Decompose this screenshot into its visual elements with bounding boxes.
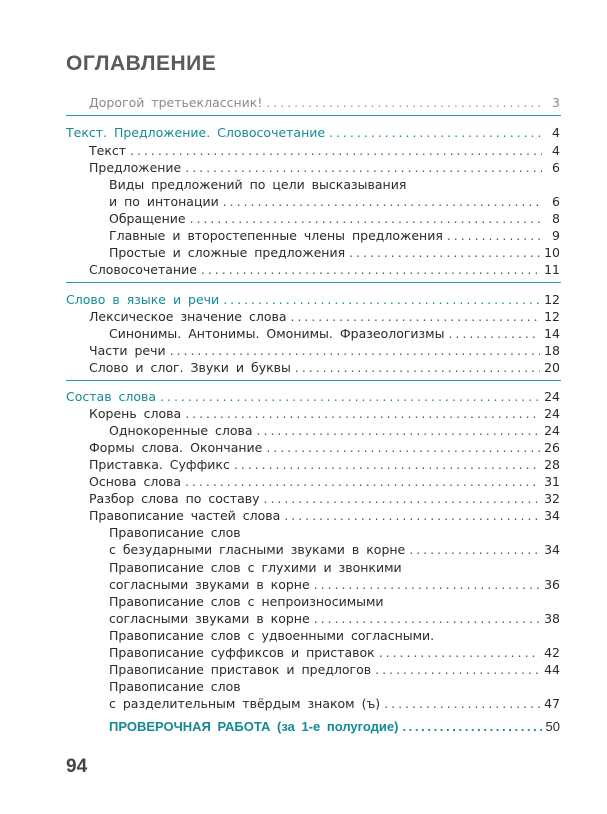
toc-entry-label: с безударными гласными звуками в корне xyxy=(109,542,406,557)
toc-entry-label: Правописание слов с глухими и звонкими xyxy=(109,560,402,575)
toc-entry-label: Словосочетание xyxy=(89,262,197,277)
toc-entry-label: Основа слова xyxy=(89,474,182,489)
toc-entry-page: 11 xyxy=(544,262,560,277)
toc-entry[interactable] xyxy=(109,608,560,626)
dot-leader xyxy=(264,491,541,506)
toc-entry-label: Приставка. Суффикс xyxy=(89,457,230,472)
dot-leader xyxy=(402,719,541,734)
toc-entry-label: и по интонации xyxy=(109,194,219,209)
toc-entry-label: Правописание слов xyxy=(109,679,241,694)
toc-entry-intro[interactable] xyxy=(89,92,560,110)
toc-entry-page: 8 xyxy=(552,211,560,226)
dot-leader xyxy=(284,508,540,523)
toc-entry-page: 28 xyxy=(544,457,560,472)
toc-entry-page: 50 xyxy=(545,719,560,734)
toc-section-label: Слово в языке и речи xyxy=(66,292,220,307)
toc-entry-label: Разбор слова по составу xyxy=(89,491,260,506)
toc-entry-page: 20 xyxy=(544,360,560,375)
dot-leader xyxy=(185,406,540,421)
toc-section-composition[interactable] xyxy=(66,386,560,404)
toc-entry-page: 6 xyxy=(552,194,560,209)
toc-entry-page: 36 xyxy=(544,577,560,592)
toc-entry-label: Правописание частей слова xyxy=(89,508,281,523)
toc-entry-label: Однокоренные слова xyxy=(109,423,253,438)
toc-entry-page: 47 xyxy=(544,696,560,711)
dot-leader xyxy=(223,194,542,209)
dot-leader xyxy=(266,95,542,110)
toc-entry-label: Части речи xyxy=(89,343,166,358)
toc-entry-label: Дорогой третьеклассник! xyxy=(89,95,263,110)
dot-leader xyxy=(314,611,540,626)
toc-entry-page: 24 xyxy=(544,406,560,421)
toc-entry-label: с разделительным твёрдым знаком (ъ) xyxy=(109,696,381,711)
section-divider xyxy=(66,380,561,381)
dot-leader xyxy=(201,262,540,277)
toc-entry-label: Синонимы. Антонимы. Омонимы. Фразеологизмы xyxy=(109,326,445,341)
toc-entry-label: Главные и второстепенные члены предложения xyxy=(109,228,443,243)
toc-entry-label: Слово и слог. Звуки и буквы xyxy=(89,360,291,375)
toc-entry-page: 18 xyxy=(544,343,560,358)
toc-entry-label: Текст xyxy=(89,143,127,158)
toc-entry[interactable] xyxy=(109,225,560,243)
dot-leader xyxy=(447,228,542,243)
dot-leader xyxy=(448,326,540,341)
toc-entry-page: 24 xyxy=(544,389,560,404)
toc-entry[interactable] xyxy=(89,140,560,158)
toc-entry-page: 44 xyxy=(544,662,560,677)
toc-entry[interactable] xyxy=(89,505,560,523)
section-divider xyxy=(66,115,561,116)
toc-entry-page: 4 xyxy=(552,125,560,140)
toc-entry[interactable] xyxy=(89,357,560,375)
toc-entry[interactable] xyxy=(89,340,560,358)
dot-leader xyxy=(130,143,542,158)
toc-entry-label: Формы слова. Окончание xyxy=(89,440,263,455)
toc-entry-label: Правописание слов с удвоенными согласными. xyxy=(109,628,435,643)
toc-entry-label: Обращение xyxy=(109,211,186,226)
toc-entry-page: 9 xyxy=(552,228,560,243)
toc-entry-page: 34 xyxy=(544,508,560,523)
section-divider xyxy=(66,282,561,283)
toc-entry-page: 26 xyxy=(544,440,560,455)
dot-leader xyxy=(295,360,540,375)
toc-entry-page: 4 xyxy=(552,143,560,158)
toc-entry[interactable] xyxy=(109,191,560,209)
toc-entry[interactable] xyxy=(109,323,560,341)
toc-entry-page: 6 xyxy=(552,160,560,175)
toc-entry-page: 42 xyxy=(544,645,560,660)
toc-entry[interactable] xyxy=(89,403,560,421)
toc-entry[interactable] xyxy=(89,306,560,324)
toc-entry-label: Лексическое значение слова xyxy=(89,309,287,324)
toc-entry[interactable] xyxy=(89,488,560,506)
toc-entry[interactable] xyxy=(109,591,560,609)
toc-entry-label: Правописание слов xyxy=(109,525,241,540)
toc-entry-label: Предложение xyxy=(89,160,182,175)
toc-section-label: Текст. Предложение. Словосочетание xyxy=(66,125,326,140)
dot-leader xyxy=(223,292,540,307)
toc-section-word[interactable] xyxy=(66,289,560,307)
toc-entry[interactable] xyxy=(89,471,560,489)
toc-entry[interactable] xyxy=(109,676,560,694)
toc-entry[interactable] xyxy=(109,557,560,575)
toc-entry-test[interactable] xyxy=(109,716,560,734)
toc-entry-label: Корень слова xyxy=(89,406,182,421)
toc-entry-page: 12 xyxy=(544,309,560,324)
toc-entry[interactable] xyxy=(109,659,560,677)
toc-entry-page: 3 xyxy=(552,95,560,110)
toc-entry-label: Простые и сложные предложения xyxy=(109,245,346,260)
dot-leader xyxy=(190,211,542,226)
dot-leader xyxy=(314,577,540,592)
toc-section-text[interactable] xyxy=(66,122,560,140)
toc-entry-page: 12 xyxy=(544,292,560,307)
dot-leader xyxy=(185,474,540,489)
dot-leader xyxy=(291,309,541,324)
toc-entry[interactable] xyxy=(109,574,560,592)
page-number: 94 xyxy=(66,756,88,777)
dot-leader xyxy=(234,457,540,472)
toc-entry-label: Правописание слов с непроизносимыми xyxy=(109,594,384,609)
dot-leader xyxy=(185,160,542,175)
toc-section-label: Состав слова xyxy=(66,389,157,404)
dot-leader xyxy=(349,245,540,260)
toc-entry-page: 34 xyxy=(544,542,560,557)
toc-entry[interactable] xyxy=(109,539,560,557)
dot-leader xyxy=(329,125,542,140)
toc-entry[interactable] xyxy=(109,522,560,540)
toc-entry-page: 38 xyxy=(544,611,560,626)
toc-entry-page: 14 xyxy=(544,326,560,341)
toc-entry-label: Правописание приставок и предлогов xyxy=(109,662,372,677)
toc-entry-label: согласными звуками в корне xyxy=(109,611,310,626)
toc-entry-label: ПРОВЕРОЧНАЯ РАБОТА (за 1-е полугодие) xyxy=(109,719,399,734)
dot-leader xyxy=(409,542,540,557)
dot-leader xyxy=(384,696,540,711)
toc-entry[interactable] xyxy=(109,208,560,226)
toc-entry-label: Виды предложений по цели высказывания xyxy=(109,177,407,192)
toc-entry[interactable] xyxy=(109,625,560,643)
toc-entry[interactable] xyxy=(89,454,560,472)
toc-entry[interactable] xyxy=(109,174,560,192)
toc-entry[interactable] xyxy=(89,157,560,175)
toc-entry[interactable] xyxy=(109,693,560,711)
dot-leader xyxy=(160,389,540,404)
page-title: ОГЛАВЛЕНИЕ xyxy=(66,52,217,75)
toc-entry-label: согласными звуками в корне xyxy=(109,577,310,592)
toc-entry-page: 31 xyxy=(544,474,560,489)
toc-entry-page: 32 xyxy=(544,491,560,506)
dot-leader xyxy=(257,423,541,438)
toc-entry-label: Правописание суффиксов и приставок xyxy=(109,645,375,660)
toc-entry[interactable] xyxy=(109,642,560,660)
toc-entry[interactable] xyxy=(89,437,560,455)
toc-entry[interactable] xyxy=(109,242,560,260)
toc-entry-page: 24 xyxy=(544,423,560,438)
dot-leader xyxy=(379,645,540,660)
toc-entry[interactable] xyxy=(109,420,560,438)
toc-entry[interactable] xyxy=(89,259,560,277)
dot-leader xyxy=(170,343,540,358)
dot-leader xyxy=(266,440,540,455)
dot-leader xyxy=(375,662,540,677)
toc-entry-page: 10 xyxy=(544,245,560,260)
